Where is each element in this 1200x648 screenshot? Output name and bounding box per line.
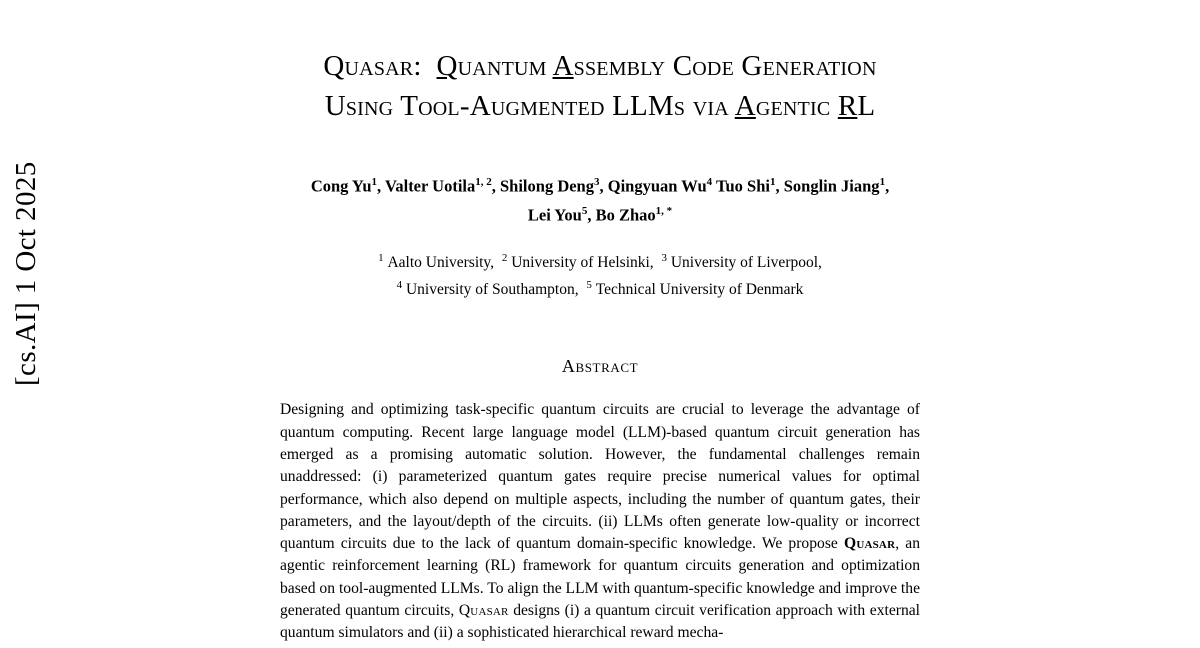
author-mark-6: 1	[879, 176, 886, 188]
title-part-ssembly-rest: ssembly Code Generation	[573, 50, 877, 82]
author-sep-5: ,	[775, 176, 784, 196]
abstract-text-part-2: , an agentic reinforcement learning (RL) framework for quantum circuits generation and optimization based on tool-augmented LLMs. To align the LLM with quantum-specific knowledge and improve the generated quantum circuits,	[280, 535, 921, 619]
author-songlin-jiang: Songlin Jiang	[783, 176, 880, 196]
author-shilong-deng: Shilong Deng	[500, 176, 594, 196]
affiliation-aalto: Aalto University,	[387, 254, 495, 272]
author-list	[200, 170, 1000, 227]
affiliation-mark-1: 1	[378, 252, 384, 264]
affiliation-mark-3: 3	[661, 252, 667, 264]
author-line-2	[200, 199, 1000, 228]
author-mark-1: 1	[371, 176, 377, 188]
author-bo-zhao: Bo Zhao	[595, 205, 656, 224]
affiliation-line-1	[200, 247, 1000, 274]
author-line-1	[200, 170, 1000, 199]
affiliation-line-2	[200, 274, 1000, 301]
abstract-system-name-2: Quasar	[458, 601, 509, 619]
title-part-q-underlined: Q	[436, 50, 458, 82]
title-line-2	[200, 86, 1000, 126]
author-sep-2: ,	[491, 176, 500, 196]
abstract-text-part-1: Designing and optimizing task-specific quantum circuits are crucial to leverage the advantage of quantum computing. Recent large language model (LLM)-based quantum circuit generation has emerged as a promising automatic solution. However, the fundamental challenges remain unaddressed: (i) parameterized quantum gates require precise numerical values for optimal performance, which also depend on multiple aspects, including the number of quantum gates, their parameters, and the layout/depth of the circuits. (ii) LLMs often generate low-quality or incorrect quantum circuits due to the lack of quantum domain-specific knowledge. We propose	[280, 401, 920, 553]
title-part-a-underlined: A	[552, 50, 574, 82]
author-lei-you: Lei You	[527, 205, 582, 224]
page-title	[200, 46, 1000, 126]
author-qingyuan-wu: Qingyuan Wu	[607, 176, 707, 196]
affiliation-helsinki: University of Helsinki,	[511, 254, 654, 272]
author-mark-7: 5	[581, 204, 588, 217]
author-mark-2: 1, 2	[475, 176, 492, 188]
author-mark-3: 3	[594, 176, 600, 188]
author-tuo-shi: Tuo Shi	[715, 176, 770, 196]
abstract-paragraph	[280, 399, 920, 644]
title-part-uantum: uantum	[457, 50, 553, 82]
title-part-quasar: Quasar:	[323, 50, 422, 82]
abstract-body	[280, 399, 920, 644]
abstract-system-name-1: Quasar	[843, 535, 896, 553]
affiliation-mark-4: 4	[396, 279, 403, 292]
title-part-gentic: gentic	[755, 90, 838, 122]
author-mark-4: 4	[706, 176, 713, 188]
affiliation-denmark: Technical University of Denmark	[595, 281, 804, 299]
title-part-l: L	[857, 90, 876, 122]
title-part-a2-underlined: A	[734, 90, 756, 122]
abstract-heading: Abstract	[561, 356, 639, 377]
arxiv-identifier-stamp: [cs.AI] 1 Oct 2025	[10, 161, 42, 386]
affiliation-mark-2: 2	[501, 252, 508, 264]
author-sep-6: ,	[885, 176, 890, 196]
affiliation-southampton: University of Southampton,	[405, 281, 579, 299]
title-line-1	[200, 46, 1000, 86]
affiliation-liverpool: University of Liverpool,	[670, 254, 822, 272]
author-sep-1: ,	[377, 176, 385, 196]
author-valter-uotila: Valter Uotila	[384, 176, 476, 196]
affiliation-mark-5: 5	[586, 279, 592, 292]
author-sep-7: ,	[587, 205, 596, 224]
author-mark-8: 1, *	[655, 204, 673, 217]
author-sep-3: ,	[599, 176, 608, 196]
paper-content-column	[200, 0, 1000, 645]
title-part-r-underlined: R	[837, 90, 858, 122]
abstract-text-part-3: designs (i) a quantum circuit verification approach with external quantum simulators and (ii) a sophisticated hierarchical reward mecha-	[280, 601, 920, 642]
affiliation-list	[200, 247, 1000, 301]
title-part-using-tool: Using Tool-Augmented LLMs via	[324, 90, 735, 122]
author-cong-yu: Cong Yu	[310, 176, 372, 196]
author-mark-5: 1	[769, 176, 776, 188]
